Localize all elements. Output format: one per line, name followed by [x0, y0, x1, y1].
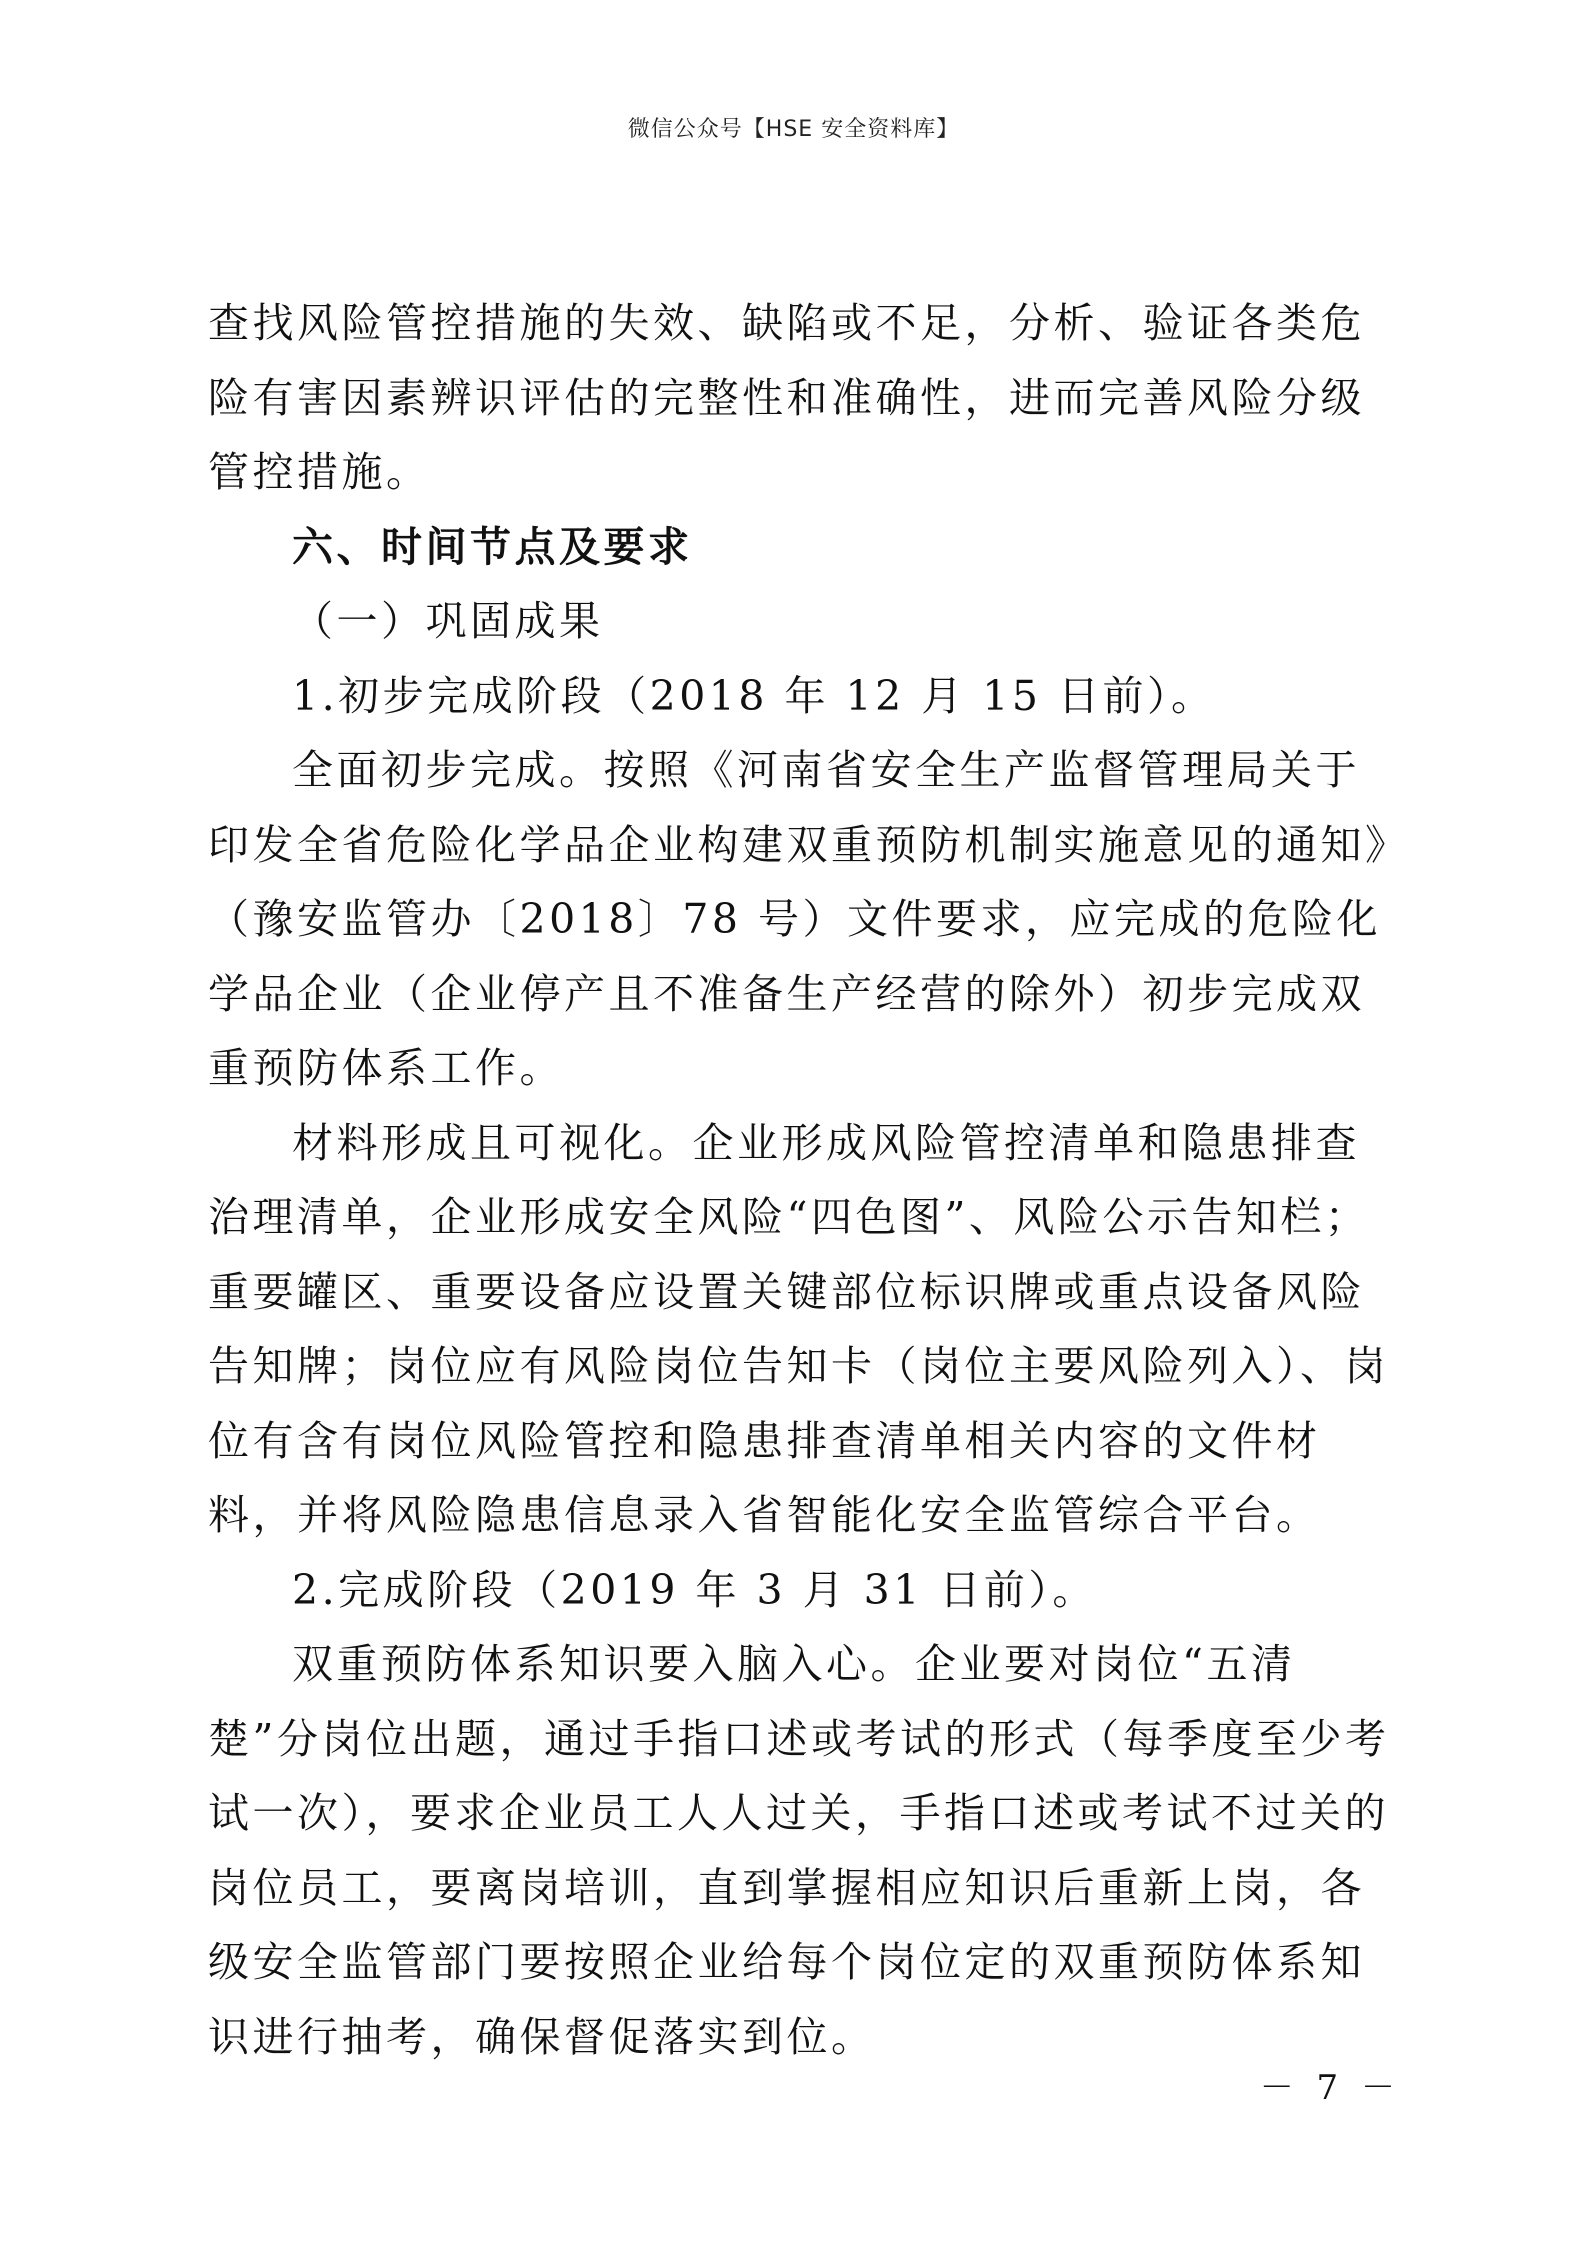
page-header: 微信公众号【HSE 安全资料库】: [627, 117, 960, 142]
document-body: [208, 286, 1398, 2074]
item1-heading: 1.初步完成阶段（2018 年 12 月 15 日前）。: [292, 671, 1216, 720]
item1-paragraph-1: 全面初步完成。按照《河南省安全生产监督管理局关于印发全省危险化学品企业构建双重预防机制实施意见的通知》（豫安监管办〔2018〕78 号）文件要求，应完成的危险化学品企业（企业停产且不准备生产经营的除外）初步完成双重预防体系工作。: [208, 746, 1389, 1092]
item1-paragraph-2: 材料形成且可视化。企业形成风险管控清单和隐患排查治理清单，企业形成安全风险“四色图”、风险公示告知栏；重要罐区、重要设备应设置关键部位标识牌或重点设备风险告知牌；岗位应有风险岗位告知卡（岗位主要风险列入）、岗位有含有岗位风险管控和隐患排查清单相关内容的文件材料，并将风险隐患信息录入省智能化安全监管综合平台。: [208, 1118, 1389, 1539]
item2-heading: 2.完成阶段（2019 年 3 月 31 日前）。: [292, 1565, 1097, 1614]
subsection-heading: （一）巩固成果: [292, 597, 604, 645]
section-heading: 六、时间节点及要求: [292, 522, 693, 571]
item2-paragraph-1: 双重预防体系知识要入脑入心。企业要对岗位“五清楚”分岗位出题，通过手指口述或考试的形式（每季度至少考试一次），要求企业员工人人过关，手指口述或考试不过关的岗位员工，要离岗培训，直到掌握相应知识后重新上岗，各级安全监管部门要按照企业给每个岗位定的双重预防体系知识进行抽考，确保督促落实到位。: [208, 1640, 1390, 2061]
continuation-paragraph: 查找风险管控措施的失效、缺陷或不足，分析、验证各类危险有害因素辨识评估的完整性和准确性，进而完善风险分级管控措施。: [208, 299, 1365, 496]
page-number: － 7 －: [1259, 2068, 1401, 2108]
